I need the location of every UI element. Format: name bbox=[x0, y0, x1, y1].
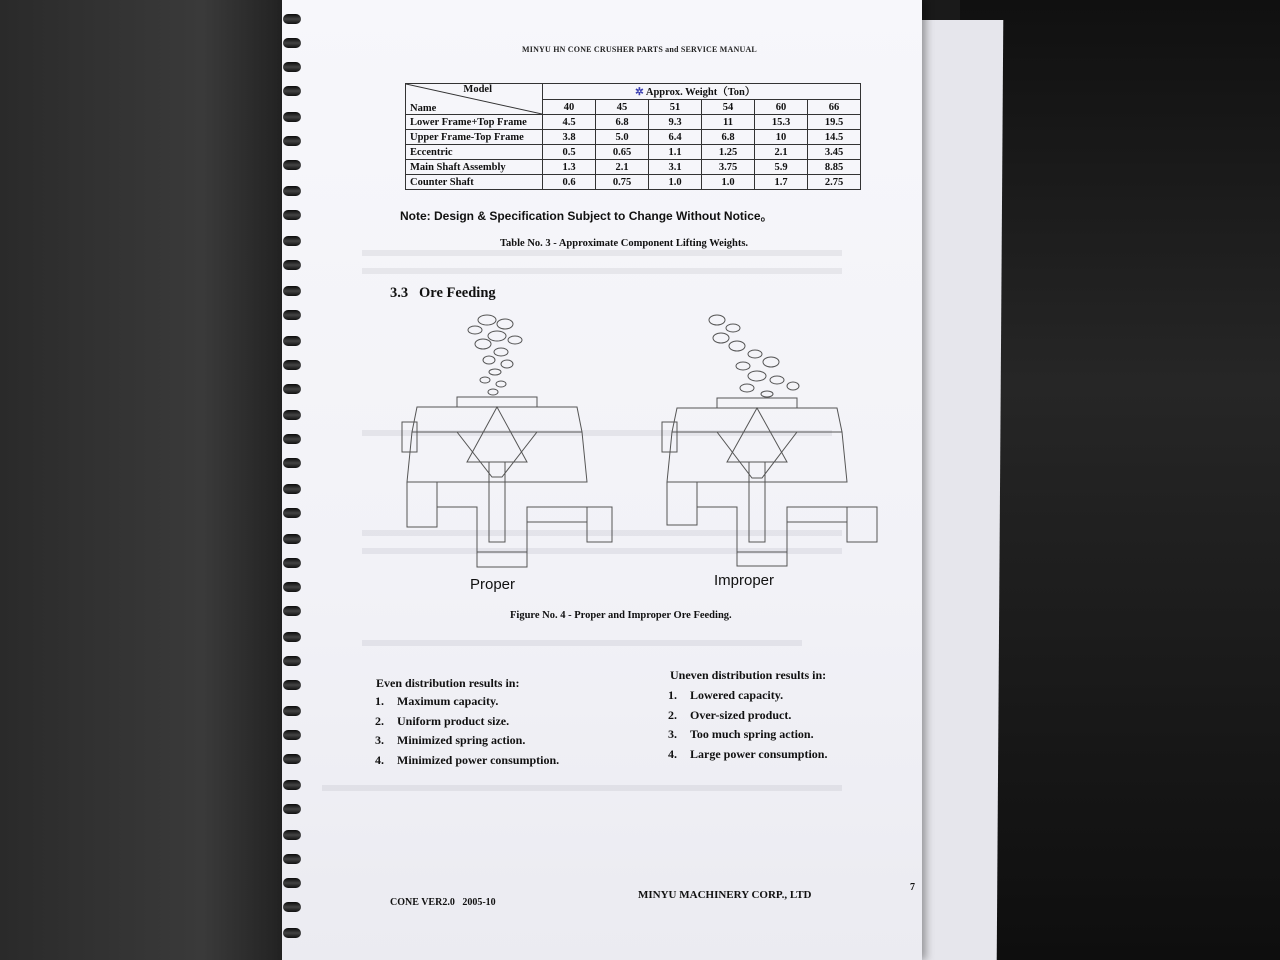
binding-spiral-ring bbox=[283, 38, 301, 48]
value-cell: 1.0 bbox=[649, 175, 702, 190]
value-cell: 11 bbox=[702, 115, 755, 130]
binding-spiral-ring bbox=[283, 508, 301, 518]
value-cell: 1.0 bbox=[702, 175, 755, 190]
binding-spiral-ring bbox=[283, 730, 301, 740]
binding-spiral-ring bbox=[283, 854, 301, 864]
value-cell: 3.8 bbox=[543, 130, 596, 145]
spec-note: Note: Design & Specification Subject to Change Without Notice。 bbox=[400, 209, 773, 223]
value-cell: 14.5 bbox=[808, 130, 861, 145]
binding-spiral-ring bbox=[283, 62, 301, 72]
footer-company: MINYU MACHINERY CORP., LTD bbox=[638, 889, 812, 901]
binding-spiral-ring bbox=[283, 210, 301, 220]
value-cell: 4.5 bbox=[543, 115, 596, 130]
table-row bbox=[406, 130, 861, 145]
value-cell: 19.5 bbox=[808, 115, 861, 130]
binding-spiral-ring bbox=[283, 310, 301, 320]
manual-page bbox=[282, 0, 922, 960]
value-cell: 6.8 bbox=[702, 130, 755, 145]
value-cell: 10 bbox=[755, 130, 808, 145]
corner-model-label: Model bbox=[463, 84, 492, 95]
binding-spiral-ring bbox=[283, 830, 301, 840]
value-cell: 0.6 bbox=[543, 175, 596, 190]
list-item: 4. Minimized power consumption. bbox=[375, 752, 560, 767]
footer-version: CONE VER2.0 2005-10 bbox=[390, 897, 496, 908]
section-number: 3.3 bbox=[390, 285, 409, 301]
table-row bbox=[406, 115, 861, 130]
section-title: Ore Feeding bbox=[419, 285, 496, 301]
value-cell: 5.0 bbox=[596, 130, 649, 145]
binding-spiral-ring bbox=[283, 86, 301, 96]
binding-spiral-ring bbox=[283, 632, 301, 642]
binding-spiral-ring bbox=[283, 804, 301, 814]
figure-label-improper: Improper bbox=[714, 572, 775, 589]
value-cell: 3.1 bbox=[649, 160, 702, 175]
binding-spiral-ring bbox=[283, 484, 301, 494]
table-caption: Table No. 3 - Approximate Component Lifting Weights. bbox=[500, 238, 749, 249]
value-cell: 2.1 bbox=[755, 145, 808, 160]
binding-spiral-ring bbox=[283, 286, 301, 296]
model-cell: 51 bbox=[649, 100, 702, 115]
row-name: Main Shaft Assembly bbox=[406, 160, 543, 175]
binding-spiral-ring bbox=[283, 360, 301, 370]
section-heading bbox=[390, 285, 496, 302]
list-item: 1. Maximum capacity. bbox=[375, 694, 499, 708]
weight-header-label: Approx. Weight（Ton） bbox=[645, 87, 756, 98]
binding-spiral-ring bbox=[283, 336, 301, 346]
value-cell: 15.3 bbox=[755, 115, 808, 130]
even-list bbox=[375, 694, 559, 772]
row-name: Counter Shaft bbox=[406, 175, 543, 190]
value-cell: 3.45 bbox=[808, 145, 861, 160]
model-cell: 40 bbox=[543, 100, 596, 115]
value-cell: 2.75 bbox=[808, 175, 861, 190]
binding-spiral-ring bbox=[283, 706, 301, 716]
scribble-mark: ✲ bbox=[635, 87, 644, 98]
value-cell: 0.65 bbox=[596, 145, 649, 160]
binding-spiral-ring bbox=[283, 384, 301, 394]
figure-label-proper: Proper bbox=[470, 576, 516, 593]
binding-spiral-ring bbox=[283, 878, 301, 888]
crusher-diagram-proper bbox=[397, 312, 622, 574]
weights-table bbox=[405, 83, 861, 190]
binding-spiral-ring bbox=[283, 902, 301, 912]
list-item: 4. Large power consumption. bbox=[668, 746, 828, 761]
value-cell: 5.9 bbox=[755, 160, 808, 175]
binding-spiral-ring bbox=[283, 582, 301, 592]
page-number: 7 bbox=[910, 882, 915, 893]
value-cell: 1.1 bbox=[649, 145, 702, 160]
show-through-text bbox=[322, 785, 842, 791]
binding-spiral-ring bbox=[283, 928, 301, 938]
binding-spiral-ring bbox=[283, 136, 301, 146]
value-cell: 2.1 bbox=[596, 160, 649, 175]
binding-spiral-ring bbox=[283, 260, 301, 270]
crusher-diagram-improper bbox=[647, 310, 887, 572]
show-through-text bbox=[362, 268, 842, 274]
binding-spiral-ring bbox=[283, 656, 301, 666]
page-header: MINYU HN CONE CRUSHER PARTS and SERVICE MANUAL bbox=[522, 45, 757, 54]
list-item: 2. Over-sized product. bbox=[668, 707, 792, 722]
binding-spiral-ring bbox=[283, 410, 301, 420]
row-name: Lower Frame+Top Frame bbox=[406, 115, 543, 130]
value-cell: 6.4 bbox=[649, 130, 702, 145]
value-cell: 6.8 bbox=[596, 115, 649, 130]
binding-spiral-ring bbox=[283, 186, 301, 196]
binding-spiral-ring bbox=[283, 558, 301, 568]
model-cell: 66 bbox=[808, 100, 861, 115]
list-item: 3. Too much spring action. bbox=[668, 727, 814, 741]
model-cell: 54 bbox=[702, 100, 755, 115]
value-cell: 1.3 bbox=[543, 160, 596, 175]
uneven-list-title: Uneven distribution results in: bbox=[670, 668, 827, 682]
binding-spiral-ring bbox=[283, 606, 301, 616]
binding-spiral-ring bbox=[283, 534, 301, 544]
binding-spiral-ring bbox=[283, 14, 301, 24]
show-through-text bbox=[362, 250, 842, 256]
binding-spiral-ring bbox=[283, 754, 301, 764]
binding-spiral-ring bbox=[283, 780, 301, 790]
row-name: Upper Frame-Top Frame bbox=[406, 130, 543, 145]
value-cell: 3.75 bbox=[702, 160, 755, 175]
background-left bbox=[0, 0, 290, 960]
binding-spiral-ring bbox=[283, 236, 301, 246]
even-list-title: Even distribution results in: bbox=[376, 676, 520, 690]
list-item: 3. Minimized spring action. bbox=[375, 733, 526, 747]
value-cell: 0.75 bbox=[596, 175, 649, 190]
table-row bbox=[406, 175, 861, 190]
binding-spiral-ring bbox=[283, 458, 301, 468]
binding-spiral-ring bbox=[283, 112, 301, 122]
model-cell: 60 bbox=[755, 100, 808, 115]
corner-name-label: Name bbox=[410, 103, 437, 114]
show-through-text bbox=[362, 640, 802, 646]
value-cell: 9.3 bbox=[649, 115, 702, 130]
table-corner-cell bbox=[406, 84, 543, 115]
model-cell: 45 bbox=[596, 100, 649, 115]
list-item: 2. Uniform product size. bbox=[375, 713, 510, 728]
binding-spiral-ring bbox=[283, 680, 301, 690]
binding-spiral-ring bbox=[283, 434, 301, 444]
table-row bbox=[406, 160, 861, 175]
value-cell: 1.25 bbox=[702, 145, 755, 160]
table-row bbox=[406, 145, 861, 160]
row-name: Eccentric bbox=[406, 145, 543, 160]
figure-caption: Figure No. 4 - Proper and Improper Ore Feeding. bbox=[510, 610, 732, 621]
background-right bbox=[960, 0, 1280, 960]
value-cell: 0.5 bbox=[543, 145, 596, 160]
weight-group-header bbox=[543, 84, 861, 100]
uneven-list bbox=[668, 688, 827, 766]
binding-spiral-ring bbox=[283, 160, 301, 170]
list-item: 1. Lowered capacity. bbox=[668, 688, 784, 702]
value-cell: 8.85 bbox=[808, 160, 861, 175]
value-cell: 1.7 bbox=[755, 175, 808, 190]
